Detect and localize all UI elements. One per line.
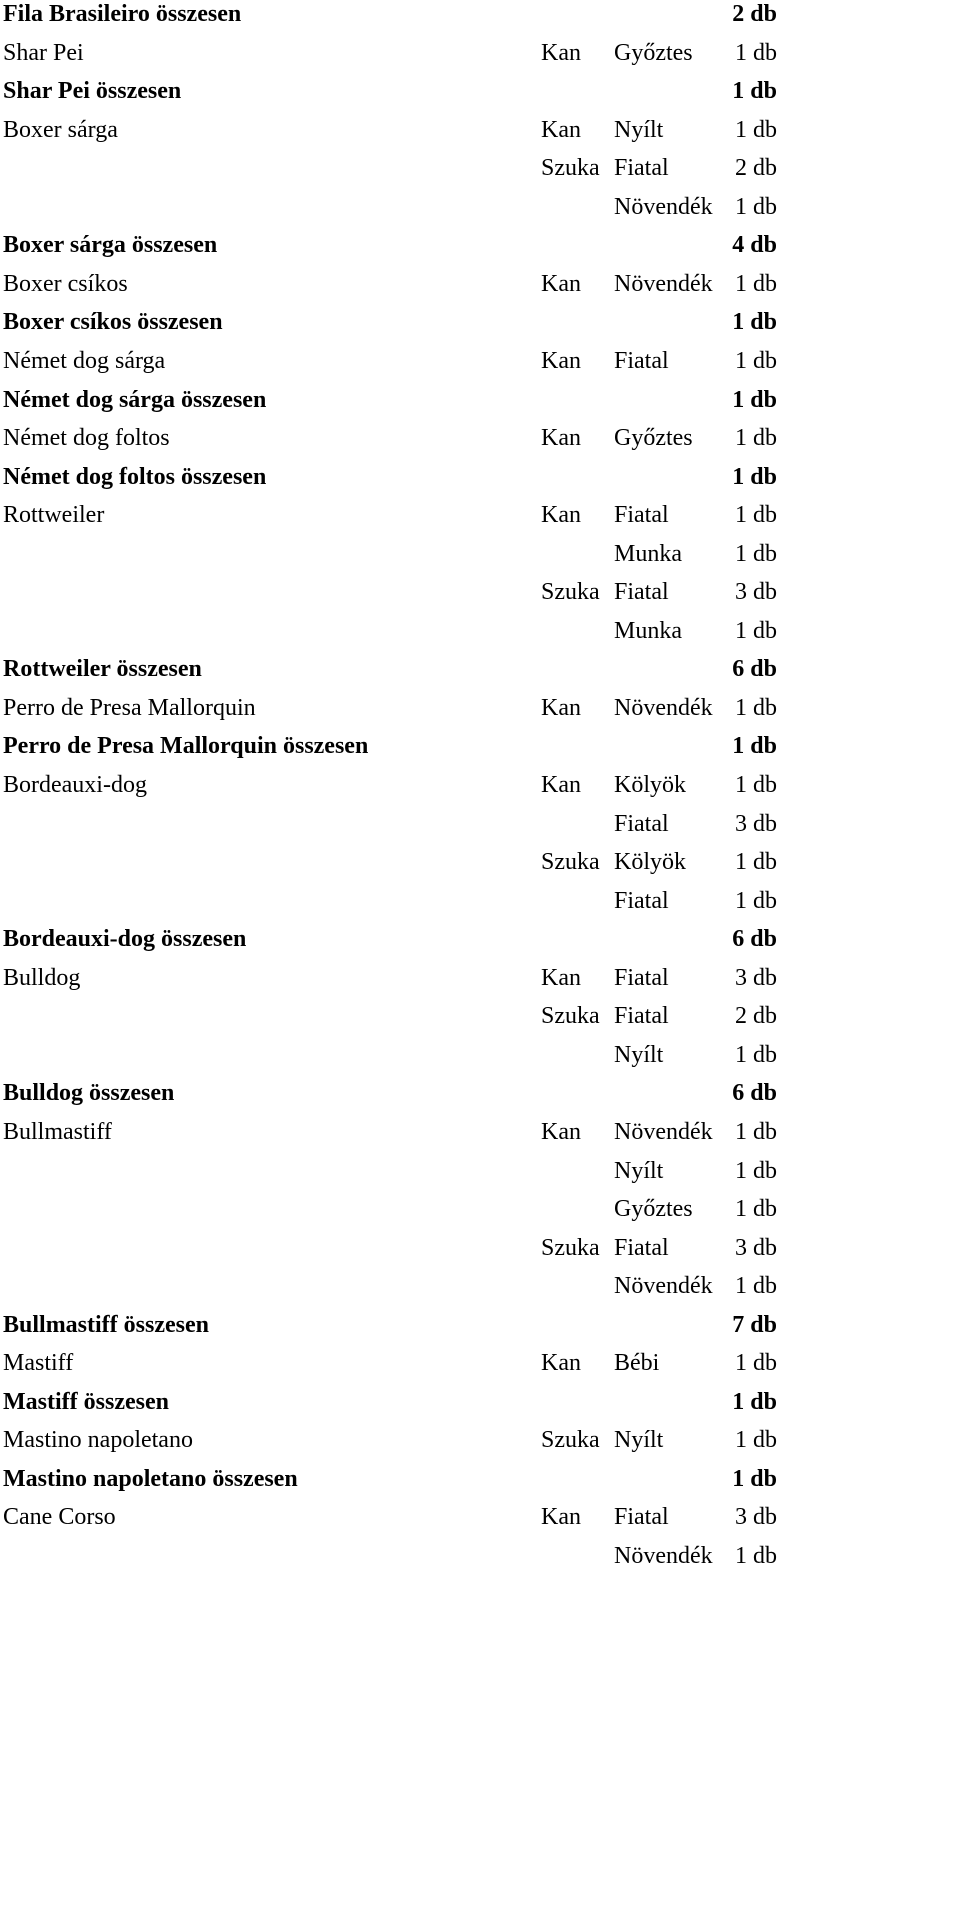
breed-total-row <box>0 727 960 765</box>
breed-total-label: Boxer sárga összesen <box>3 232 218 259</box>
breed-entry-row <box>0 1421 960 1459</box>
count-label: 1 db <box>735 193 777 220</box>
breed-entry-row <box>0 1190 960 1228</box>
breed-total-count: 1 db <box>732 309 777 336</box>
sex-label: Kan <box>541 347 581 374</box>
class-label: Fiatal <box>614 347 669 374</box>
breed-name: Német dog foltos <box>3 425 170 451</box>
breed-total-label: Boxer csíkos összesen <box>3 309 223 336</box>
sex-label: Kan <box>541 425 581 451</box>
count-label: 3 db <box>735 1504 777 1531</box>
breed-entry-row <box>0 1267 960 1305</box>
breed-entry-row <box>0 342 960 380</box>
sex-label: Kan <box>541 964 581 991</box>
breed-total-label: Német dog sárga összesen <box>3 386 267 413</box>
class-label: Nyílt <box>614 1427 664 1454</box>
breed-name: Boxer sárga <box>3 116 118 143</box>
breed-total-count: 4 db <box>732 232 777 259</box>
breed-entry-row <box>0 805 960 843</box>
count-label: 1 db <box>735 502 777 529</box>
breed-total-count: 1 db <box>732 463 777 490</box>
class-label: Növendék <box>614 193 713 220</box>
class-label: Kölyök <box>614 849 686 876</box>
breed-total-count: 6 db <box>732 1080 777 1107</box>
count-label: 2 db <box>735 155 777 182</box>
class-label: Fiatal <box>614 1003 669 1030</box>
count-label: 1 db <box>735 270 777 297</box>
class-label: Fiatal <box>614 502 669 529</box>
breed-entry-row <box>0 149 960 187</box>
count-label: 1 db <box>735 1041 777 1068</box>
class-label: Növendék <box>614 270 713 297</box>
breed-name: Bordeauxi-dog <box>3 772 147 798</box>
class-label: Fiatal <box>614 1234 669 1261</box>
count-label: 1 db <box>735 887 777 914</box>
breed-name: Rottweiler <box>3 502 105 529</box>
breed-total-count: 6 db <box>732 926 777 953</box>
breed-name: Shar Pei <box>3 39 84 66</box>
class-label: Növendék <box>614 1273 713 1300</box>
breed-total-count: 1 db <box>732 78 777 105</box>
breed-total-label: Bulldog összesen <box>3 1080 175 1107</box>
breed-entry-row <box>0 535 960 573</box>
breed-total-count: 2 db <box>732 1 777 27</box>
breed-name: Mastiff <box>3 1350 74 1377</box>
count-label: 1 db <box>735 540 777 567</box>
sex-label: Szuka <box>541 1427 600 1454</box>
breed-total-count: 1 db <box>732 1465 777 1492</box>
breed-entry-row <box>0 1036 960 1074</box>
breed-entry-row <box>0 1152 960 1190</box>
sex-label: Szuka <box>541 849 600 876</box>
breed-total-count: 7 db <box>732 1311 777 1338</box>
breed-total-row <box>0 458 960 496</box>
breed-entry-row <box>0 1229 960 1267</box>
breed-entry-row <box>0 1537 960 1575</box>
breed-entry-row <box>0 419 960 457</box>
class-label: Munka <box>614 617 682 644</box>
breed-total-label: Bullmastiff összesen <box>3 1311 209 1338</box>
class-label: Fiatal <box>614 964 669 991</box>
sex-label: Kan <box>541 1350 581 1377</box>
count-label: 3 db <box>735 964 777 991</box>
class-label: Növendék <box>614 1118 713 1145</box>
sex-label: Kan <box>541 502 581 529</box>
count-label: 1 db <box>735 772 777 798</box>
breed-total-row <box>0 1460 960 1498</box>
sex-label: Kan <box>541 39 581 66</box>
breed-entry-row <box>0 34 960 72</box>
sex-label: Kan <box>541 1504 581 1531</box>
sex-label: Szuka <box>541 579 600 606</box>
class-label: Győztes <box>614 425 693 451</box>
breed-entry-row <box>0 1498 960 1536</box>
breed-total-row <box>0 920 960 958</box>
breed-total-count: 1 db <box>732 733 777 760</box>
count-label: 1 db <box>735 347 777 374</box>
count-label: 3 db <box>735 1234 777 1261</box>
count-label: 1 db <box>735 849 777 876</box>
class-label: Fiatal <box>614 810 669 837</box>
count-label: 1 db <box>735 1350 777 1377</box>
breed-total-row <box>0 1074 960 1112</box>
breed-entry-row <box>0 689 960 727</box>
breed-total-row <box>0 303 960 341</box>
breed-entry-row <box>0 111 960 149</box>
breed-total-label: Rottweiler összesen <box>3 656 202 683</box>
breed-entry-row <box>0 612 960 650</box>
class-label: Növendék <box>614 694 713 721</box>
class-label: Győztes <box>614 1196 693 1222</box>
breed-entry-row <box>0 959 960 997</box>
breed-total-label: Bordeauxi-dog összesen <box>3 926 247 953</box>
class-label: Kölyök <box>614 772 686 798</box>
breed-name: Bullmastiff <box>3 1118 112 1145</box>
breed-total-label: Mastiff összesen <box>3 1388 169 1415</box>
count-label: 3 db <box>735 810 777 837</box>
class-label: Győztes <box>614 39 693 66</box>
breed-total-count: 6 db <box>732 656 777 683</box>
breed-entry-row <box>0 997 960 1035</box>
breed-name: Boxer csíkos <box>3 270 128 297</box>
count-label: 2 db <box>735 1003 777 1030</box>
breed-total-count: 1 db <box>732 1388 777 1415</box>
count-label: 3 db <box>735 579 777 606</box>
breed-total-label: Mastino napoletano összesen <box>3 1465 298 1492</box>
breed-total-row <box>0 0 960 33</box>
breed-total-label: Fila Brasileiro összesen <box>3 1 242 27</box>
breed-entry-row <box>0 265 960 303</box>
count-label: 1 db <box>735 1427 777 1454</box>
breed-entry-row <box>0 1344 960 1382</box>
sex-label: Kan <box>541 694 581 721</box>
count-label: 1 db <box>735 1543 777 1569</box>
class-label: Növendék <box>614 1543 713 1569</box>
breed-total-label: Perro de Presa Mallorquin összesen <box>3 733 369 760</box>
breed-entry-row <box>0 188 960 226</box>
sex-label: Szuka <box>541 1003 600 1030</box>
class-label: Munka <box>614 540 682 567</box>
breed-total-row <box>0 72 960 110</box>
class-label: Nyílt <box>614 1157 664 1184</box>
class-label: Bébi <box>614 1350 660 1377</box>
sex-label: Szuka <box>541 1234 600 1261</box>
count-label: 1 db <box>735 694 777 721</box>
breed-entry-row <box>0 573 960 611</box>
breed-total-row <box>0 381 960 419</box>
breed-total-row <box>0 650 960 688</box>
count-label: 1 db <box>735 116 777 143</box>
breed-name: Bulldog <box>3 964 81 991</box>
breed-total-row <box>0 1306 960 1344</box>
class-label: Fiatal <box>614 1504 669 1531</box>
breed-name: Mastino napoletano <box>3 1427 193 1454</box>
breed-entry-row <box>0 1113 960 1151</box>
count-label: 1 db <box>735 1273 777 1300</box>
breed-name: Német dog sárga <box>3 347 166 374</box>
sex-label: Kan <box>541 270 581 297</box>
count-label: 1 db <box>735 1118 777 1145</box>
class-label: Nyílt <box>614 116 664 143</box>
breed-name: Perro de Presa Mallorquin <box>3 694 256 721</box>
class-label: Nyílt <box>614 1041 664 1068</box>
breed-total-row <box>0 1383 960 1421</box>
count-label: 1 db <box>735 39 777 66</box>
breed-entry-row <box>0 496 960 534</box>
breed-name: Cane Corso <box>3 1504 116 1531</box>
count-label: 1 db <box>735 425 777 451</box>
sex-label: Szuka <box>541 155 600 182</box>
breed-entry-row <box>0 882 960 920</box>
breed-total-count: 1 db <box>732 386 777 413</box>
class-label: Fiatal <box>614 579 669 606</box>
sex-label: Kan <box>541 116 581 143</box>
breed-total-label: Shar Pei összesen <box>3 78 182 105</box>
breed-entry-row <box>0 766 960 804</box>
sex-label: Kan <box>541 1118 581 1145</box>
class-label: Fiatal <box>614 887 669 914</box>
breed-entry-row <box>0 843 960 881</box>
count-label: 1 db <box>735 1157 777 1184</box>
sex-label: Kan <box>541 772 581 798</box>
breed-total-label: Német dog foltos összesen <box>3 463 267 490</box>
count-label: 1 db <box>735 1196 777 1222</box>
class-label: Fiatal <box>614 155 669 182</box>
breed-total-row <box>0 226 960 264</box>
count-label: 1 db <box>735 617 777 644</box>
